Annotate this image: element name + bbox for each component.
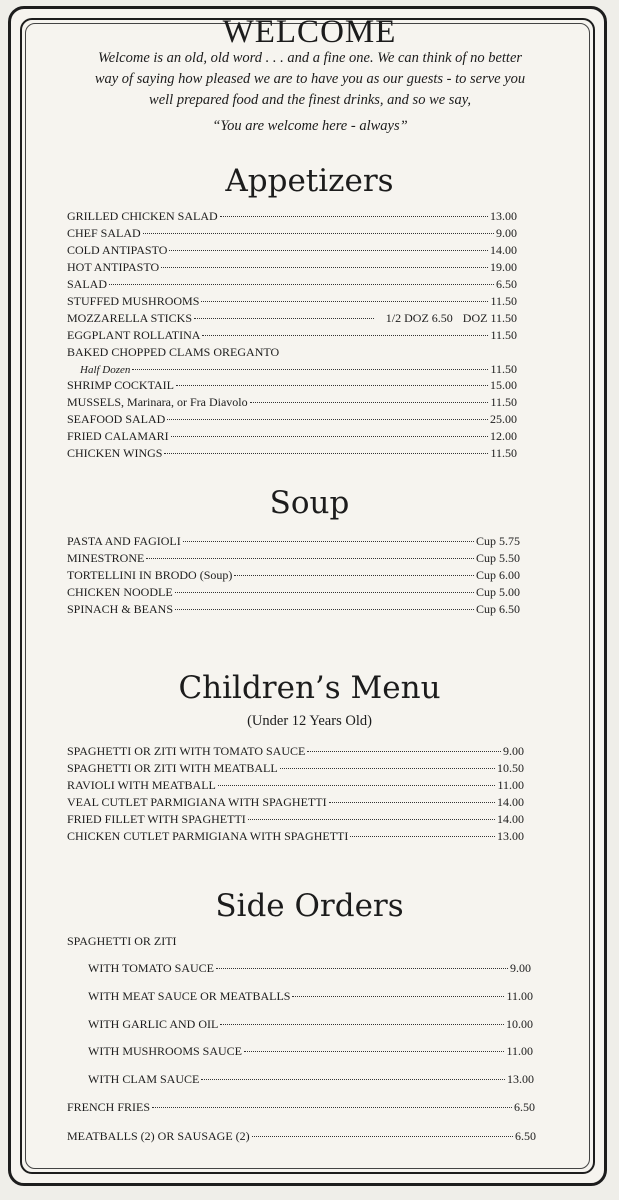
item-name: Half Dozen xyxy=(80,364,131,376)
item-name: SPAGHETTI OR ZITI WITH MEATBALL xyxy=(67,761,278,775)
item-name: EGGPLANT ROLLATINA xyxy=(67,328,201,342)
menu-item xyxy=(88,1044,533,1059)
item-price: 11.50 xyxy=(490,294,517,308)
item-name: CHEF SALAD xyxy=(67,226,141,240)
item-price: 13.00 xyxy=(507,1072,534,1086)
leader-dots xyxy=(201,301,488,302)
leader-dots xyxy=(216,968,508,969)
leader-dots xyxy=(176,385,488,386)
item-name: WITH MEAT SAUCE OR MEATBALLS xyxy=(88,989,291,1003)
menu-item xyxy=(67,1100,535,1115)
leader-dots xyxy=(183,541,474,542)
leader-dots xyxy=(307,751,501,752)
item-price: 11.50 xyxy=(490,446,517,460)
item-price: 11.50 xyxy=(490,328,517,342)
item-price: Cup 5.50 xyxy=(475,551,520,565)
leader-dots xyxy=(175,609,474,610)
welcome-line-1: Welcome is an old, old word . . . and a fine one. We can think of no better xyxy=(97,50,523,66)
leader-dots xyxy=(292,996,504,997)
item-name: FRIED FILLET WITH SPAGHETTI xyxy=(67,812,246,826)
item-name: CHICKEN CUTLET PARMIGIANA WITH SPAGHETTI xyxy=(67,829,349,843)
item-price: 15.00 xyxy=(490,378,517,392)
menu-item xyxy=(67,395,517,410)
item-name: SPAGHETTI OR ZITI xyxy=(67,934,177,948)
leader-dots xyxy=(161,267,488,268)
leader-dots xyxy=(244,1051,504,1052)
menu-item xyxy=(67,795,524,810)
item-name: MINESTRONE xyxy=(67,551,145,565)
item-name: RAVIOLI WITH MEATBALL xyxy=(67,778,216,792)
appetizers-title: Appetizers xyxy=(225,163,394,199)
item-name: WITH CLAM SAUCE xyxy=(88,1072,200,1086)
item-price: Cup 6.00 xyxy=(475,568,520,582)
menu-item xyxy=(80,362,517,377)
leader-dots xyxy=(280,768,495,769)
leader-dots xyxy=(109,284,494,285)
welcome-title: WELCOME xyxy=(222,14,397,50)
item-name: CHICKEN WINGS xyxy=(67,446,163,460)
item-name: SPAGHETTI OR ZITI WITH TOMATO SAUCE xyxy=(67,744,306,758)
item-price: DOZ 11.50 xyxy=(462,311,517,325)
item-name: WITH TOMATO SAUCE xyxy=(88,961,215,975)
menu-item xyxy=(67,446,517,461)
menu-item xyxy=(67,226,517,241)
welcome-line-2: way of saying how pleased we are to have you as our guests - to serve you xyxy=(94,71,526,87)
menu-item xyxy=(67,260,517,275)
leader-dots xyxy=(248,819,495,820)
leader-dots xyxy=(250,402,489,403)
menu-item xyxy=(67,378,517,393)
menu-item xyxy=(88,989,533,1004)
welcome-line-3: well prepared food and the finest drinks, and so we say, xyxy=(149,92,471,108)
leader-dots xyxy=(169,250,488,251)
leader-dots xyxy=(164,453,488,454)
item-price: 14.00 xyxy=(490,243,517,257)
item-price: 13.00 xyxy=(497,829,524,843)
menu-item xyxy=(67,345,517,360)
menu-item xyxy=(67,209,517,224)
leader-dots xyxy=(329,802,495,803)
menu-item xyxy=(67,551,520,566)
item-price: 25.00 xyxy=(490,412,517,426)
item-half-dozen-price: 1/2 DOZ 6.50 xyxy=(385,311,453,325)
item-name: SEAFOOD SALAD xyxy=(67,412,166,426)
item-price: 13.00 xyxy=(490,209,517,223)
item-price: 11.50 xyxy=(490,395,517,409)
leader-dots xyxy=(202,335,488,336)
item-price: 9.00 xyxy=(503,744,524,758)
menu-item xyxy=(67,778,524,793)
item-name: SALAD xyxy=(67,277,108,291)
leader-dots xyxy=(194,318,374,319)
item-name: COLD ANTIPASTO xyxy=(67,243,168,257)
item-price: Cup 5.75 xyxy=(475,534,520,548)
item-name: BAKED CHOPPED CLAMS OREGANTO xyxy=(67,345,280,359)
leader-dots xyxy=(175,592,474,593)
leader-dots xyxy=(220,1024,504,1025)
leader-dots xyxy=(152,1107,512,1108)
item-price: 12.00 xyxy=(490,429,517,443)
menu-item xyxy=(67,1129,536,1144)
item-price: 11.00 xyxy=(497,778,524,792)
item-price: 6.50 xyxy=(514,1100,535,1114)
leader-dots xyxy=(234,575,474,576)
item-name: MEATBALLS (2) OR SAUSAGE (2) xyxy=(67,1129,250,1143)
menu-item xyxy=(67,277,517,292)
item-name: VEAL CUTLET PARMIGIANA WITH SPAGHETTI xyxy=(67,795,327,809)
item-name: TORTELLINI IN BRODO (Soup) xyxy=(67,568,233,582)
item-name: WITH GARLIC AND OIL xyxy=(88,1017,219,1031)
menu-item xyxy=(88,1072,534,1087)
item-name: STUFFED MUSHROOMS xyxy=(67,294,200,308)
menu-item xyxy=(67,328,517,343)
leader-dots xyxy=(143,233,494,234)
item-name: MUSSELS, Marinara, or Fra Diavolo xyxy=(67,395,248,409)
menu-item xyxy=(67,429,517,444)
menu-item xyxy=(88,961,531,976)
item-price: 11.00 xyxy=(506,1044,533,1058)
item-price: 11.50 xyxy=(490,362,517,376)
item-price: 6.50 xyxy=(496,277,517,291)
menu-item xyxy=(67,744,524,759)
item-price: 14.00 xyxy=(497,795,524,809)
item-price: Cup 5.00 xyxy=(475,585,520,599)
menu-item xyxy=(67,568,520,583)
leader-dots xyxy=(350,836,495,837)
menu-item xyxy=(88,1017,533,1032)
item-name: SHRIMP COCKTAIL xyxy=(67,378,174,392)
item-name: FRIED CALAMARI xyxy=(67,429,169,443)
item-price: 11.00 xyxy=(506,989,533,1003)
menu-item xyxy=(67,812,524,827)
leader-dots xyxy=(171,436,488,437)
item-price: 9.00 xyxy=(510,961,531,975)
side-orders-title: Side Orders xyxy=(215,888,404,924)
leader-dots xyxy=(146,558,474,559)
leader-dots xyxy=(201,1079,505,1080)
item-name: GRILLED CHICKEN SALAD xyxy=(67,209,218,223)
item-price: 10.00 xyxy=(506,1017,533,1031)
menu-item xyxy=(67,294,517,309)
item-name: HOT ANTIPASTO xyxy=(67,260,160,274)
leader-dots xyxy=(220,216,488,217)
menu-item xyxy=(67,243,517,258)
childrens-menu-subtitle: (Under 12 Years Old) xyxy=(247,713,372,729)
leader-dots xyxy=(167,419,488,420)
item-name: CHICKEN NOODLE xyxy=(67,585,173,599)
item-price: 9.00 xyxy=(496,226,517,240)
menu-item xyxy=(67,602,520,617)
item-price: 10.50 xyxy=(497,761,524,775)
menu-item xyxy=(67,534,520,549)
item-price: 6.50 xyxy=(515,1129,536,1143)
soup-title: Soup xyxy=(269,485,350,521)
item-price: Cup 6.50 xyxy=(475,602,520,616)
item-name: MOZZARELLA STICKS xyxy=(67,311,193,325)
item-price: 14.00 xyxy=(497,812,524,826)
welcome-quote: “You are welcome here - always” xyxy=(212,118,408,134)
menu-item xyxy=(67,829,524,844)
menu-item xyxy=(67,412,517,427)
item-price: 19.00 xyxy=(490,260,517,274)
menu-item xyxy=(67,311,517,326)
item-name: SPINACH & BEANS xyxy=(67,602,174,616)
leader-dots xyxy=(132,369,488,370)
item-name: FRENCH FRIES xyxy=(67,1100,151,1114)
item-name: PASTA AND FAGIOLI xyxy=(67,534,181,548)
childrens-menu-title: Children’s Menu xyxy=(178,670,441,706)
menu-item xyxy=(67,585,520,600)
side-orders-header xyxy=(67,934,467,949)
menu-item xyxy=(67,761,524,776)
item-name: WITH MUSHROOMS SAUCE xyxy=(88,1044,243,1058)
leader-dots xyxy=(252,1136,513,1137)
leader-dots xyxy=(218,785,496,786)
